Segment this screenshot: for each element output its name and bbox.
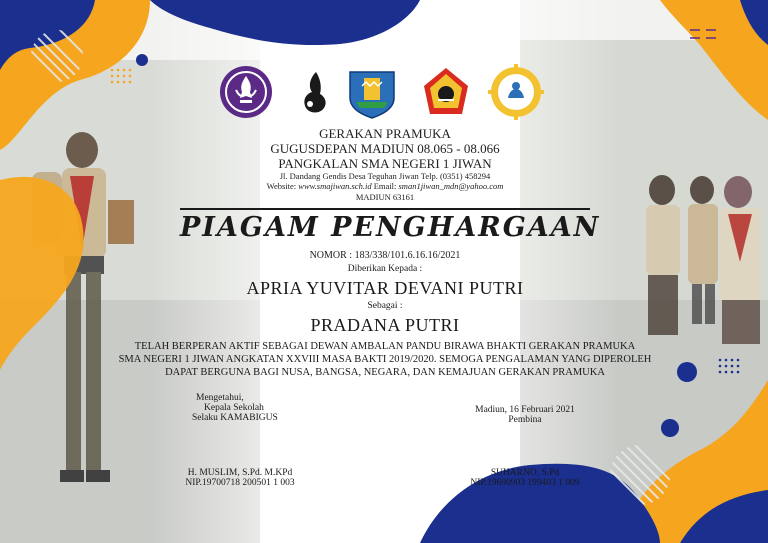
website-label: Website: (266, 181, 297, 191)
address-line: Jl. Dandang Gendis Desa Teguhan Jiwan Telp. (0351) 458294 (279, 171, 491, 181)
left-signature-block (170, 393, 310, 423)
certificate-title: PIAGAM PENGHARGAAN (180, 212, 601, 243)
recipient-name: APRIA YUVITAR DEVANI PUTRI (246, 278, 524, 298)
left-sig-line1: Mengetahui, (196, 393, 244, 403)
body-line-1: TELAH BERPERAN AKTIF SEBAGAI DEWAN AMBALAN PANDU BIRAWA BHAKTI GERAKAN PRAMUKA (134, 341, 636, 352)
body-line-3: DAPAT BERGUNA BAGI NUSA, BANGSA, NEGARA, DAN KEMAJUAN GERAKAN PRAMUKA (165, 367, 605, 378)
left-sig-line3: Selaku KAMABIGUS (192, 413, 278, 423)
dot-grid-right (719, 359, 740, 374)
body-line-2: SMA NEGERI 1 JIWAN ANGKATAN XXVIII MASA BAKTI 2019/2020. SEMOGA PENGALAMAN YANG DIPEROLEH (118, 354, 652, 365)
left-signatory (160, 468, 320, 488)
city-line: MADIUN 63161 (355, 192, 415, 202)
given-to-label: Diberikan Kepada : (347, 264, 423, 274)
role-title: PRADANA PUTRI (310, 315, 460, 335)
as-label: Sebagai : (367, 301, 403, 311)
left-signatory-nip: NIP.19700718 200501 1 003 (185, 478, 295, 488)
right-signatory-nip: NIP.19690903 199403 1 009 (470, 478, 580, 488)
left-sig-line2: Kepala Sekolah (204, 403, 264, 413)
email-value: sman1jiwan_mdn@yahoo.com (398, 181, 504, 191)
certificate-number: NOMOR : 183/338/101.6.16.16/2021 (309, 250, 461, 261)
website-value: www.smajiwan.sch.id (298, 181, 372, 191)
right-signature-block (455, 405, 595, 425)
certificate-body (90, 340, 680, 379)
right-sig-line2: Pembina (508, 415, 542, 425)
dot-grid-left (111, 69, 132, 84)
pangkalan-line: PANGKALAN SMA NEGERI 1 JIWAN (278, 156, 492, 171)
right-signatory (445, 468, 605, 488)
right-signatory-name: SUHARNO, S.Pd (490, 468, 560, 478)
left-signatory-name: H. MUSLIM, S.Pd. M.KPd (187, 468, 293, 478)
org-name: GERAKAN PRAMUKA (319, 126, 451, 141)
gugusdepan-line: GUGUSDEPAN MADIUN 08.065 - 08.066 (270, 141, 500, 156)
email-label: Email: (373, 181, 397, 191)
right-sig-line1: Madiun, 16 Februari 2021 (475, 405, 575, 415)
